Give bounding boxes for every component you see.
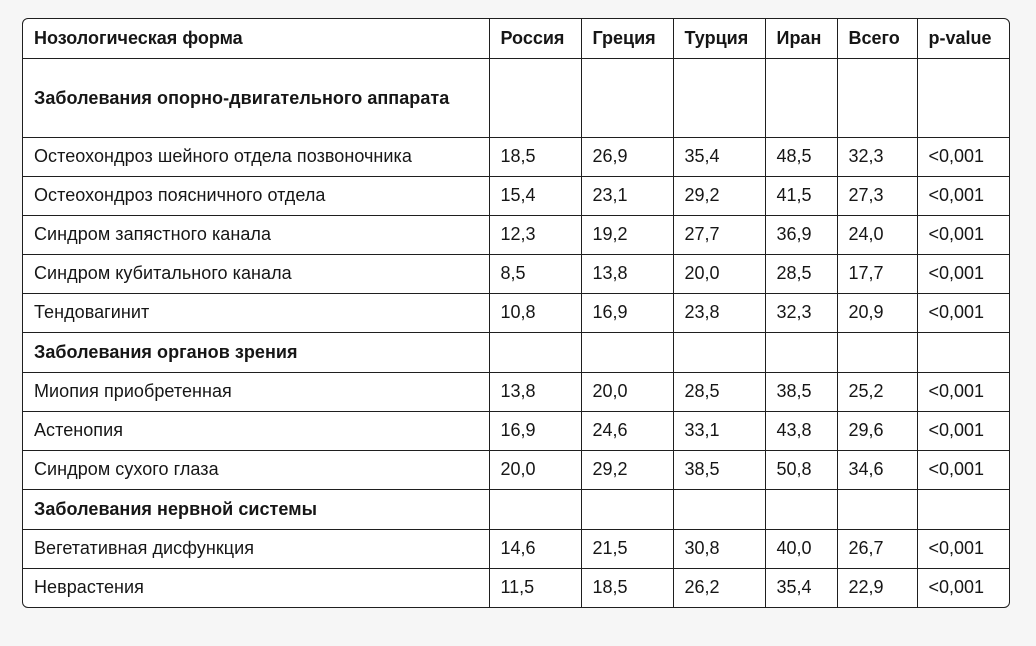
table-cell — [489, 58, 581, 137]
table-row — [23, 215, 1009, 254]
cell-p-value: <0,001 — [917, 293, 1009, 332]
row-label: Остеохондроз поясничного отдела — [23, 176, 489, 215]
table-cell — [581, 58, 673, 137]
cell-iran: 28,5 — [765, 254, 837, 293]
table-cell — [673, 58, 765, 137]
cell-iran: 35,4 — [765, 568, 837, 607]
cell-total: 26,7 — [837, 529, 917, 568]
cell-iran: 36,9 — [765, 215, 837, 254]
cell-iran: 43,8 — [765, 411, 837, 450]
section-row-nervous-system — [23, 489, 1009, 529]
row-label: Остеохондроз шейного отдела позвоночника — [23, 137, 489, 176]
cell-p-value: <0,001 — [917, 137, 1009, 176]
nosology-table — [23, 19, 1009, 607]
cell-p-value: <0,001 — [928, 577, 985, 598]
table-cell — [917, 489, 1009, 529]
cell-turkey: 35,4 — [673, 137, 765, 176]
table-cell — [581, 332, 673, 372]
cell-p-value: <0,001 — [917, 529, 1009, 568]
header-greece: Греция — [581, 19, 673, 58]
cell-p-value: <0,001 — [917, 254, 1009, 293]
cell-russia: 15,4 — [489, 176, 581, 215]
cell-russia: 18,5 — [489, 137, 581, 176]
cell-total: 34,6 — [837, 450, 917, 489]
cell-iran: 40,0 — [765, 529, 837, 568]
cell-total: 27,3 — [837, 176, 917, 215]
table-cell — [673, 489, 765, 529]
cell-greece: 20,0 — [581, 372, 673, 411]
row-label: Неврастения — [23, 568, 489, 607]
section-row-vision — [23, 332, 1009, 372]
table-row — [23, 529, 1009, 568]
cell-total: 22,9 — [837, 568, 917, 607]
section-label: Заболевания органов зрения — [23, 332, 489, 372]
cell-total: 17,7 — [837, 254, 917, 293]
table-row — [23, 411, 1009, 450]
cell-total: 24,0 — [837, 215, 917, 254]
row-label: Синдром запястного канала — [23, 215, 489, 254]
table-cell — [837, 58, 917, 137]
cell-russia: 20,0 — [489, 450, 581, 489]
section-row-musculoskeletal — [23, 58, 1009, 137]
cell-russia: 13,8 — [489, 372, 581, 411]
table-cell — [917, 332, 1009, 372]
cell-total: 32,3 — [837, 137, 917, 176]
table-cell — [581, 489, 673, 529]
data-table-container — [22, 18, 1010, 608]
cell-russia: 11,5 — [489, 568, 581, 607]
table-row — [23, 254, 1009, 293]
cell-turkey: 20,0 — [673, 254, 765, 293]
table-row — [23, 176, 1009, 215]
row-label: Миопия приобретенная — [23, 372, 489, 411]
table-cell — [765, 332, 837, 372]
cell-p-value: <0,001 — [917, 411, 1009, 450]
table-row — [23, 372, 1009, 411]
cell-greece: 18,5 — [581, 568, 673, 607]
table-cell — [765, 58, 837, 137]
cell-turkey: 29,2 — [673, 176, 765, 215]
cell-iran: 41,5 — [765, 176, 837, 215]
header-p-value: p-value — [917, 19, 1009, 58]
table-row — [23, 293, 1009, 332]
cell-russia: 10,8 — [489, 293, 581, 332]
table-row — [23, 450, 1009, 489]
cell-greece: 19,2 — [581, 215, 673, 254]
cell-russia: 8,5 — [489, 254, 581, 293]
table-cell — [489, 489, 581, 529]
cell-total: 29,6 — [837, 411, 917, 450]
table-row — [23, 137, 1009, 176]
cell-greece: 29,2 — [581, 450, 673, 489]
row-label: Астенопия — [23, 411, 489, 450]
header-total: Всего — [837, 19, 917, 58]
cell-greece: 26,9 — [581, 137, 673, 176]
row-label: Тендовагинит — [23, 293, 489, 332]
cell-greece: 13,8 — [581, 254, 673, 293]
cell-iran: 38,5 — [765, 372, 837, 411]
section-label: Заболевания нервной системы — [23, 489, 489, 529]
cell-turkey: 38,5 — [673, 450, 765, 489]
cell-turkey: 26,2 — [673, 568, 765, 607]
section-label: Заболевания опорно-двигательного аппарата — [23, 58, 489, 137]
table-cell — [917, 58, 1009, 137]
cell-p-value: <0,001 — [917, 215, 1009, 254]
table-cell — [765, 489, 837, 529]
header-turkey: Турция — [673, 19, 765, 58]
cell-turkey: 33,1 — [673, 411, 765, 450]
row-label: Синдром кубитального канала — [23, 254, 489, 293]
cell-iran: 32,3 — [765, 293, 837, 332]
cell-turkey: 27,7 — [673, 215, 765, 254]
cell-total: 20,9 — [837, 293, 917, 332]
row-label: Синдром сухого глаза — [23, 450, 489, 489]
table-cell — [489, 332, 581, 372]
cell-turkey: 30,8 — [673, 529, 765, 568]
cell-russia: 16,9 — [489, 411, 581, 450]
row-label: Вегетативная дисфункция — [23, 529, 489, 568]
table-cell — [673, 332, 765, 372]
cell-total: 25,2 — [837, 372, 917, 411]
cell-greece: 24,6 — [581, 411, 673, 450]
header-russia: Россия — [489, 19, 581, 58]
cell-iran: 50,8 — [765, 450, 837, 489]
table-cell — [837, 489, 917, 529]
table-row — [23, 568, 1009, 607]
cell-greece: 23,1 — [581, 176, 673, 215]
header-iran: Иран — [765, 19, 837, 58]
table-cell — [837, 332, 917, 372]
cell-p-value: <0,001 — [917, 450, 1009, 489]
cell-russia: 14,6 — [489, 529, 581, 568]
cell-p-value: <0,001 — [917, 176, 1009, 215]
table-header-row — [23, 19, 1009, 58]
cell-greece: 16,9 — [581, 293, 673, 332]
cell-iran: 48,5 — [765, 137, 837, 176]
cell-russia: 12,3 — [489, 215, 581, 254]
cell-p-value: <0,001 — [917, 372, 1009, 411]
cell-greece: 21,5 — [581, 529, 673, 568]
cell-turkey: 23,8 — [673, 293, 765, 332]
header-nosology-form: Нозологическая форма — [23, 19, 489, 58]
cell-turkey: 28,5 — [673, 372, 765, 411]
